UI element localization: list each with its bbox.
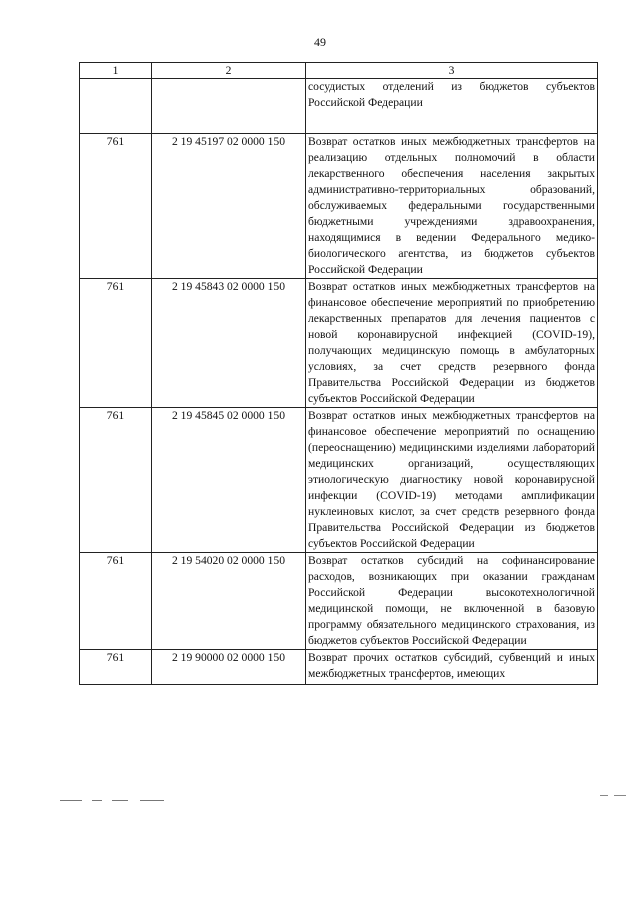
table-row: [80, 650, 598, 685]
income-code-cell: 2 19 45843 02 0000 150: [152, 279, 306, 408]
income-code-cell: 2 19 54020 02 0000 150: [152, 553, 306, 650]
table-row: [80, 408, 598, 553]
income-code-cell: 2 19 90000 02 0000 150: [152, 650, 306, 685]
description-cell: Возврат остатков иных межбюджетных трансфертов на реализацию отдельных полномочий в области лекарственного обеспечения населения закрытых административно-территориальных образований, обслуживаемых федеральными государственными бюджетными учреждениями здравоохранения, находящимися в ведении Федерального медико-биологического агентства, из бюджетов субъектов Российской Федерации: [306, 134, 598, 279]
income-code-cell: [152, 79, 306, 134]
admin-code-cell: 761: [80, 279, 152, 408]
description-cell: Возврат остатков иных межбюджетных трансфертов на финансовое обеспечение мероприятий по оснащению (переоснащению) медицинскими изделиями лабораторий медицинских организаций, осуществляющих этиологическую диагностику новой коронавирусной инфекции (COVID-19) методами амплификации нуклеиновых кислот, за счет средств резервного фонда Правительства Российской Федерации из бюджетов субъектов Российской Федерации: [306, 408, 598, 553]
column-header-1: 1: [80, 63, 152, 79]
description-cell: Возврат остатков иных межбюджетных трансфертов на финансовое обеспечение мероприятий по приобретению лекарственных препаратов для лечения пациентов с новой коронавирусной инфекцией (COVID-19), получающих медицинскую помощь в амбулаторных условиях, за счет средств резервного фонда Правительства Российской Федерации из бюджетов субъектов Российской Федерации: [306, 279, 598, 408]
table-header-row: [80, 63, 598, 79]
description-cell: сосудистых отделений из бюджетов субъектов Российской Федерации: [306, 79, 598, 134]
column-header-3: 3: [306, 63, 598, 79]
admin-code-cell: 761: [80, 650, 152, 685]
admin-code-cell: [80, 79, 152, 134]
column-header-2: 2: [152, 63, 306, 79]
table-row: [80, 279, 598, 408]
income-code-cell: 2 19 45197 02 0000 150: [152, 134, 306, 279]
table-row: [80, 553, 598, 650]
scan-artifact-marks: [60, 800, 170, 804]
description-cell: Возврат остатков субсидий на софинансирование расходов, возникающих при оказании гражданам Российской Федерации высокотехнологичной медицинской помощи, не включенной в базовую программу обязательного медицинского страхования, из бюджетов субъектов Российской Федерации: [306, 553, 598, 650]
table-row: [80, 134, 598, 279]
scan-artifact-edge-mark: [600, 795, 630, 797]
admin-code-cell: 761: [80, 408, 152, 553]
admin-code-cell: 761: [80, 134, 152, 279]
admin-code-cell: 761: [80, 553, 152, 650]
table-row-continued: [80, 79, 598, 134]
income-code-cell: 2 19 45845 02 0000 150: [152, 408, 306, 553]
budget-classification-table: [79, 62, 598, 685]
page-number: 49: [314, 35, 326, 49]
description-cell: Возврат прочих остатков субсидий, субвенций и иных межбюджетных трансфертов, имеющих: [306, 650, 598, 685]
